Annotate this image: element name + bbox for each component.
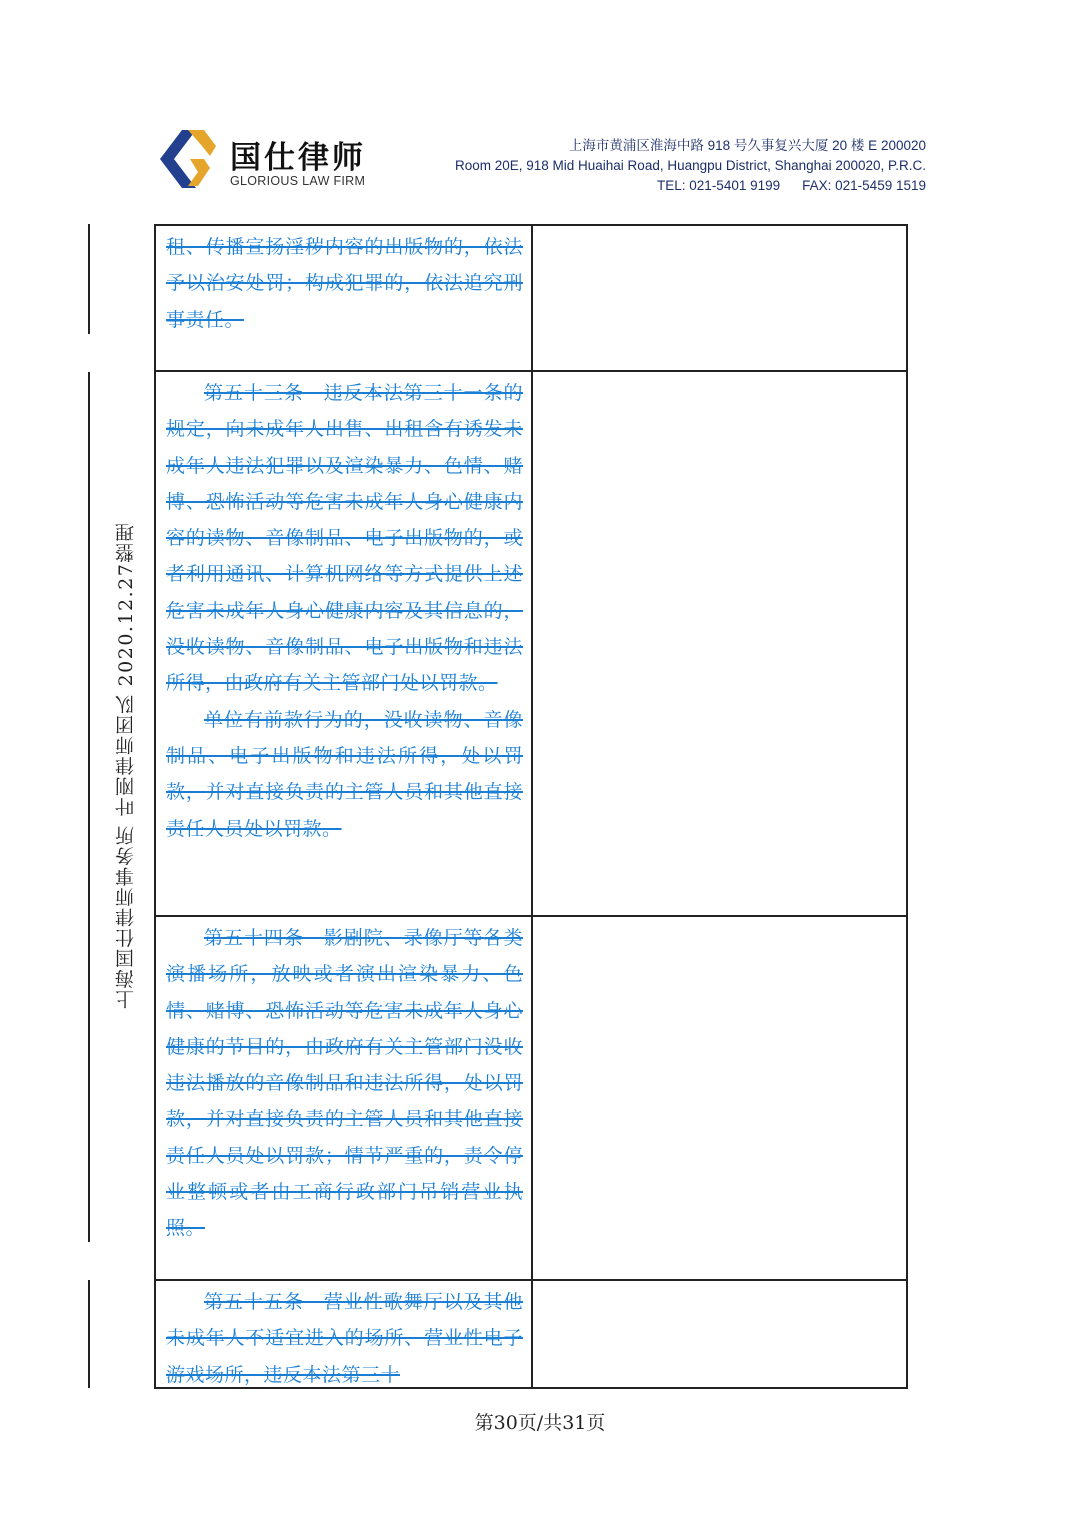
change-bar — [88, 1280, 90, 1388]
side-watermark-note: 上海国仕律师事务所 叶刚律师团队 2020.12.27整理 — [115, 521, 137, 1009]
page-number: 第30页/共31页 — [474, 1412, 606, 1434]
tel-number: TEL: 021-5401 9199 — [657, 178, 781, 193]
deleted-text: 第五十五条 营业性歌舞厅以及其他未成年人不适宜进入的场所、营业性电子游戏场所，违反本法第三十 — [166, 1291, 523, 1386]
table-cell-new-text — [533, 226, 906, 372]
brand-name-en: GLORIOUS LAW FIRM — [230, 174, 366, 188]
deleted-text: 第五十三条 违反本法第三十一条的规定，向未成年人出售、出租含有诱发未成年人违法犯罪以及渲染暴力、色情、赌博、恐怖活动等危害未成年人身心健康内容的读物、音像制品、电子出版物的，或者利用通讯、计算机网络等方式提供上述危害未成年人身心健康内容及其信息的，没收读物、音像制品、电子出版物和违法所得，由政府有关主管部门处以罚款。 — [166, 382, 523, 695]
table-cell-old-text — [156, 372, 533, 917]
table-cell-old-text — [156, 1281, 533, 1387]
glorious-law-firm-logo-icon — [152, 128, 218, 190]
change-bar — [88, 224, 90, 334]
firm-address — [455, 136, 926, 196]
deleted-text: 租、传播宣扬淫秽内容的出版物的，依法予以治安处罚；构成犯罪的，依法追究刑事责任。 — [166, 236, 523, 331]
contact-line — [455, 176, 926, 196]
table-cell-new-text — [533, 372, 906, 917]
table-cell-new-text — [533, 917, 906, 1281]
deleted-text: 第五十四条 影剧院、录像厅等各类演播场所，放映或者演出渲染暴力、色情、赌博、恐怖活动等危害未成年人身心健康的节目的，由政府有关主管部门没收违法播放的音像制品和违法所得，处以罚款，并对直接负责的主管人员和其他直接责任人员处以罚款；情节严重的，责令停业整顿或者由工商行政部门吊销营业执照。 — [166, 927, 523, 1240]
address-en: Room 20E, 918 Mid Huaihai Road, Huangpu District, Shanghai 200020, P.R.C. — [454, 158, 926, 173]
fax-number: FAX: 021-5459 1519 — [802, 178, 926, 193]
change-bar — [88, 372, 90, 1242]
brand-name-cn: 国仕律师 — [230, 140, 366, 176]
table-cell-old-text — [156, 917, 533, 1281]
address-cn: 上海市黄浦区淮海中路 918 号久事复兴大厦 20 楼 E 200020 — [568, 138, 926, 153]
deleted-text: 单位有前款行为的，没收读物、音像制品、电子出版物和违法所得，处以罚款，并对直接负责的主管人员和其他直接责任人员处以罚款。 — [166, 708, 523, 840]
comparison-table — [154, 224, 908, 1389]
table-cell-old-text — [156, 226, 533, 372]
table-cell-new-text — [533, 1281, 906, 1387]
